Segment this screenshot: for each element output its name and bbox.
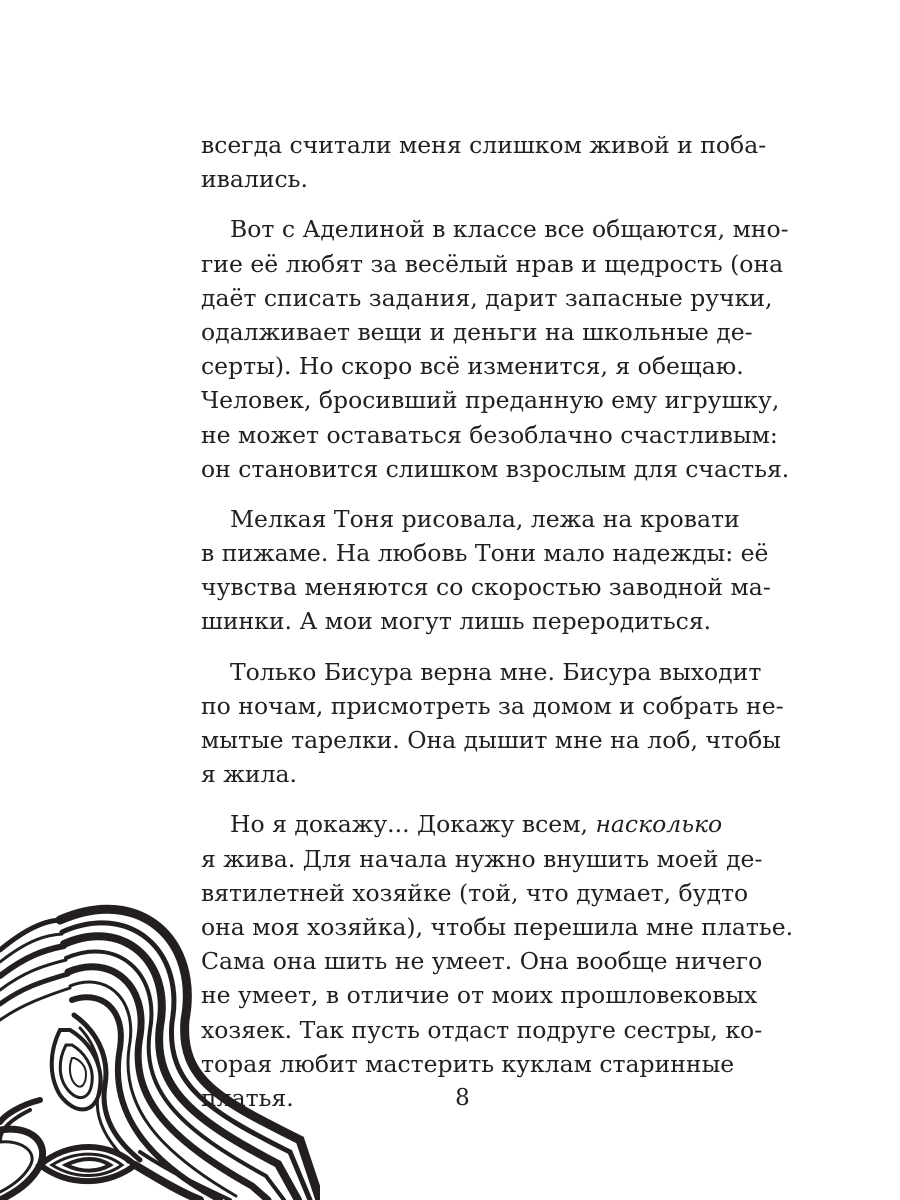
emphasis-text: насколько <box>595 810 723 839</box>
text-line: не умеет, в отличие от моих прошловековых <box>201 981 758 1010</box>
text-line: я жива. Для начала нужно внушить моей де- <box>201 844 763 873</box>
text-line: я жила. <box>201 760 297 789</box>
text-line: по ночам, присмотреть за домом и собрать не- <box>201 691 784 720</box>
text-fragment: Но я докажу... Докажу всем, <box>230 810 596 839</box>
paragraph-4 <box>201 655 784 792</box>
text-line: мытые тарелки. Она дышит мне на лоб, чтобы <box>201 726 781 754</box>
text-line: даёт списать задания, дарит запасные ручки, <box>201 283 773 312</box>
text-line: он становится слишком взрослым для счастья. <box>201 454 790 483</box>
page-number: 8 <box>455 1085 470 1111</box>
text-line: гие её любят за весёлый нрав и щедрость (она <box>201 249 784 278</box>
text-line: хозяек. Так пусть отдаст подруге сестры, ко- <box>201 1015 763 1044</box>
paragraph-2 <box>201 212 790 486</box>
text-line: всегда считали меня слишком живой и поба- <box>201 131 767 159</box>
text-line: чувства меняются со скоростью заводной ма- <box>201 573 771 602</box>
text-line: не может оставаться безоблачно счастливым: <box>201 420 778 449</box>
text-line: серты). Но скоро всё изменится, я обещаю. <box>201 352 744 381</box>
text-line <box>201 807 721 841</box>
text-line: Вот с Аделиной в классе все общаются, мно- <box>230 215 789 244</box>
text-line: шинки. А мои могут лишь переродиться. <box>201 607 712 636</box>
paragraph-1 <box>201 128 767 196</box>
paragraph-3 <box>201 502 771 639</box>
text-line: Только Бисура верна мне. Бисура выходит <box>230 657 762 686</box>
text-line: вятилетней хозяйке (той, что думает, будто <box>201 878 749 907</box>
text-line: ивались. <box>201 165 308 194</box>
wood-grain-ornament-icon <box>0 880 320 1200</box>
text-line: Человек, бросивший преданную ему игрушку, <box>201 386 780 415</box>
text-line: в пижаме. На любовь Тони мало надежды: её <box>201 539 769 568</box>
text-line: платья. <box>201 1083 294 1112</box>
text-line: Сама она шить не умеет. Она вообще ничего <box>201 947 763 976</box>
text-line: Мелкая Тоня рисовала, лежа на кровати <box>230 504 740 533</box>
text-line: торая любит мастерить куклам старинные <box>201 1049 735 1078</box>
text-line: она моя хозяйка), чтобы перешила мне платье. <box>201 912 794 941</box>
text-line: одалживает вещи и деньги на школьные де- <box>201 317 753 346</box>
